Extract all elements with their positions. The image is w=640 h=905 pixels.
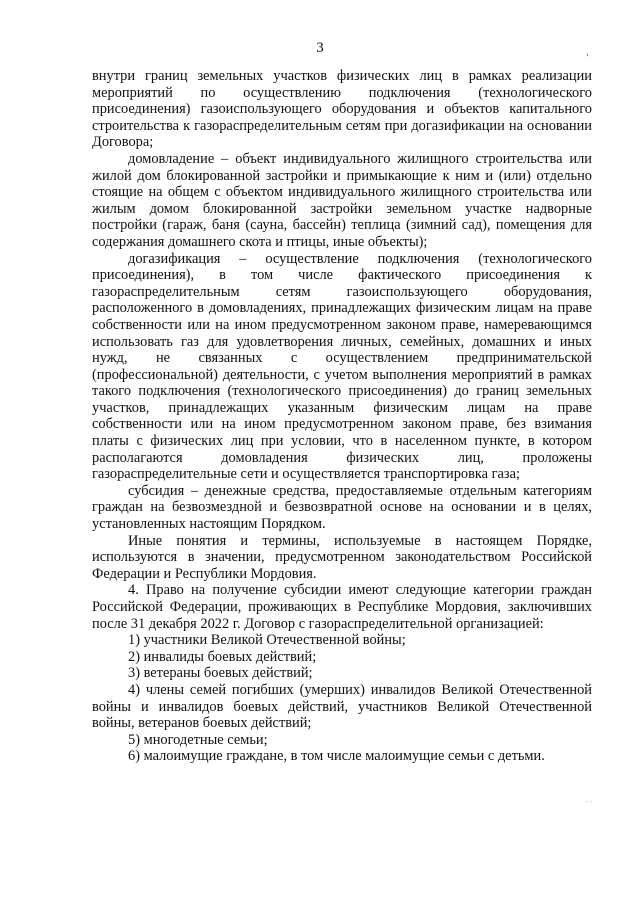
list-item: 1) участники Великой Отечественной войны; (128, 632, 406, 649)
definition-gasification: догазификация – осуществление подключения (технологического присоединения), в том числе фактического присоединения к газораспределительным сетям газоиспользующего оборудования, расположенного в домовладениях, принадлежащих физическим лицам на праве собственности или на ином предусмотренном законом праве, намеревающимся использовать газ для удовлетворения личных, семейных, домашних и иных нужд, не связанных с осуществлением предпринимательской (профессиональной) деятельности, с учетом выполнения мероприятий в рамках такого подключения (технологического присоединения) до границ земельных участков, принадлежащих указанным физическим лицам на праве собственности или на ином предусмотренном законом праве, без взимания платы с физических лиц при условии, что в населенном пункте, в котором располагаются домовладения физических лиц, проложены газораспределительные сети и осуществляется транспортировка газа; (92, 250, 592, 483)
corner-mark: › (586, 50, 589, 59)
list-item: 4) члены семей погибших (умерших) инвалидов Великой Отечественной войны и инвалидов боевых действий, участников Великой Отечественной войны, ветеранов боевых действий; (92, 681, 592, 732)
definition-household: домовладение – объект индивидуального жилищного строительства или жилой дом блокированной застройки и примыкающие к ним и (или) отдельно стоящие на общем с объектом индивидуального жилищного строительства или жилым домом блокированной застройки земельном участке надворные постройки (гараж, баня (сауна, бассейн) теплица (зимний сад), помещения для содержания домашнего скота и птицы, иные объекты); (92, 150, 592, 250)
list-item: 3) ветераны боевых действий; (128, 665, 313, 682)
paragraph-continuation: внутри границ земельных участков физических лиц в рамках реализации мероприятий по осуществлению подключения (технологического присоединения) газоиспользующего оборудования и объектов капитального строительства к газораспределительным сетям при догазификации на основании Договора; (92, 68, 592, 151)
paragraph-eligibility: 4. Право на получение субсидии имеют следующие категории граждан Российской Федерации, проживающих в Республике Мордовия, заключивших после 31 декабря 2022 г. Договор с газораспределительной организацией: (92, 582, 592, 632)
paragraph-other-terms: Иные понятия и термины, используемые в настоящем Порядке, используются в значении, предусмотренном законодательством Российской Федерации и Республики Мордовия. (92, 532, 592, 582)
definition-subsidy: субсидия – денежные средства, предоставляемые отдельным категориям граждан на безвозмездной и безвозвратной основе на основании и в целях, установленных настоящим Порядком. (92, 482, 592, 533)
list-item: 2) инвалиды боевых действий; (128, 648, 317, 665)
document-body (92, 68, 592, 765)
list-item: 5) многодетные семьи; (128, 731, 268, 748)
page-number: 3 (316, 40, 324, 56)
list-item: 6) малоимущие граждане, в том числе малоимущие семьи с детьми. (128, 748, 545, 765)
scan-speck: · · (586, 798, 593, 806)
